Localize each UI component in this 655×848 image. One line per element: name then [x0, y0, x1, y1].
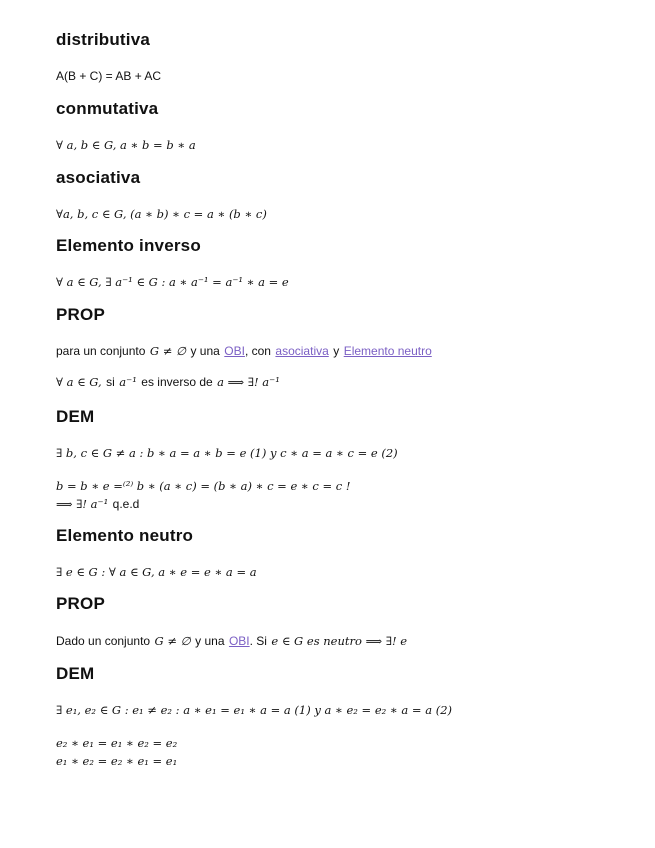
heading-prop-inverso: PROP	[56, 305, 105, 324]
heading-elemento-inverso: Elemento inverso	[56, 236, 201, 255]
dem-neutro-line-3: e₁ ∗ e₂ = e₂ ∗ e₁ = e₁	[56, 754, 178, 768]
formula-conmutativa: ∀ a, b ∈ G, a ∗ b = b ∗ a	[56, 138, 196, 152]
formula-asociativa: ∀a, b, c ∈ G, (a ∗ b) ∗ c = a ∗ (b ∗ c)	[56, 207, 267, 221]
claim-math: a ⟹ ∃! a⁻¹	[217, 375, 280, 389]
formula-elemento-neutro: ∃ e ∈ G : ∀ a ∈ G, a ∗ e = e ∗ a = a	[56, 565, 257, 579]
prop-inverso-claim	[56, 374, 280, 390]
heading-dem-neutro: DEM	[56, 664, 95, 683]
dem-inverso-line-1: ∃ b, c ∈ G ≠ a : b ∗ a = a ∗ b = e (1) y c ∗ a = a ∗ c = e (2)	[56, 446, 398, 460]
dem-inverso-line-3	[56, 496, 139, 512]
claim-math: a⁻¹	[119, 375, 137, 389]
claim-text: si	[106, 375, 115, 389]
prop-text: y una	[190, 344, 220, 358]
prop-math: G ≠ ∅	[154, 634, 191, 648]
link-asociativa[interactable]: asociativa	[275, 344, 329, 358]
prop-text: , con	[244, 344, 271, 358]
link-elemento-neutro[interactable]: Elemento neutro	[343, 344, 432, 358]
heading-elemento-neutro: Elemento neutro	[56, 526, 194, 545]
qed-math: ⟹ ∃! a⁻¹	[56, 497, 109, 511]
prop-text: Dado un conjunto	[56, 634, 151, 648]
heading-distributiva: distributiva	[56, 30, 151, 49]
formula-elemento-inverso: ∀ a ∈ G, ∃ a⁻¹ ∈ G : a ∗ a⁻¹ = a⁻¹ ∗ a = e	[56, 275, 289, 289]
prop-math: G ≠ ∅	[149, 344, 187, 358]
qed-text: q.e.d	[112, 497, 140, 511]
formula-distributiva: A(B + C) = AB + AC	[56, 69, 162, 83]
claim-math: ∀ a ∈ G,	[56, 375, 102, 389]
link-obi[interactable]: OBI	[224, 344, 245, 358]
dem-neutro-line-1: ∃ e₁, e₂ ∈ G : e₁ ≠ e₂ : a ∗ e₁ = e₁ ∗ a = a (1) y a ∗ e₂ = e₂ ∗ a = a (2)	[56, 703, 452, 717]
claim-text: es inverso de	[141, 375, 213, 389]
prop-text: y	[333, 344, 340, 358]
heading-dem-inverso: DEM	[56, 407, 95, 426]
prop-text: para un conjunto	[56, 344, 146, 358]
dem-neutro-line-2: e₂ ∗ e₁ = e₁ ∗ e₂ = e₂	[56, 736, 178, 750]
prop-math: e ∈ G es neutro ⟹ ∃! e	[271, 634, 408, 648]
heading-conmutativa: conmutativa	[56, 99, 159, 118]
heading-prop-neutro: PROP	[56, 594, 105, 613]
prop-text: y una	[195, 634, 225, 648]
dem-inverso-line-2: b = b ∗ e =⁽²⁾ b ∗ (a ∗ c) = (b ∗ a) ∗ c = e ∗ c = c !	[56, 479, 351, 493]
prop-text: . Si	[249, 634, 267, 648]
prop-inverso-statement	[56, 343, 432, 359]
link-obi[interactable]: OBI	[228, 634, 250, 648]
prop-neutro-statement	[56, 633, 407, 649]
heading-asociativa: asociativa	[56, 168, 141, 187]
